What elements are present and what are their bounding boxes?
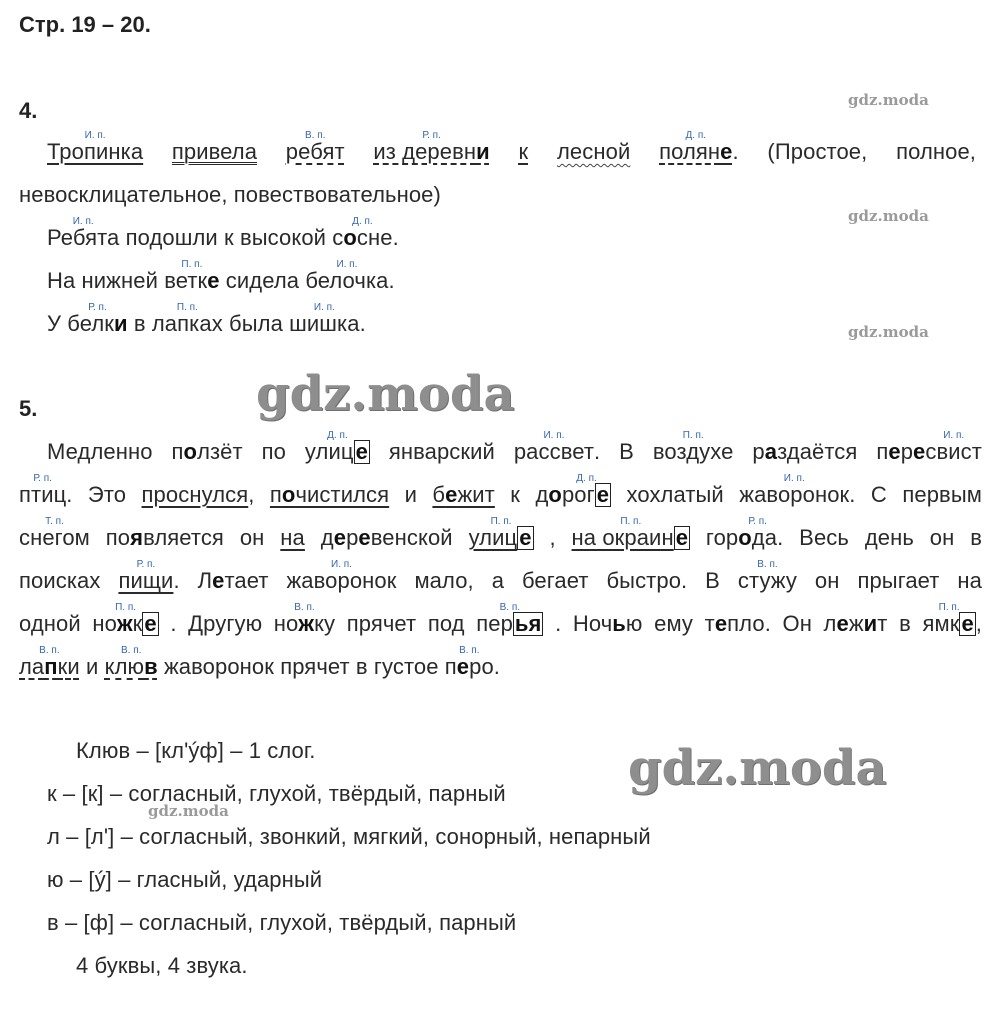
- text-fragment: подошли к высокой: [119, 225, 333, 250]
- boxed-ending: е: [355, 439, 368, 464]
- text-fragment: [513, 430, 595, 465]
- text-fragment: [652, 430, 734, 465]
- task-number: 4.: [19, 98, 38, 123]
- highlighted-letter: е: [720, 139, 733, 164]
- text-fragment: ю ему т: [625, 611, 715, 636]
- text-fragment: [19, 473, 67, 508]
- text-fragment: чистился: [295, 482, 390, 507]
- case-label: Д. п.: [685, 130, 707, 141]
- word-preposition: [519, 139, 529, 165]
- highlighted-letter: е: [913, 439, 926, 464]
- highlighted-letter: е: [207, 268, 220, 293]
- text-line: [19, 473, 982, 508]
- text-fragment: свист: [925, 439, 982, 464]
- text-fragment: д: [304, 525, 334, 550]
- case-label: И. п.: [336, 259, 358, 270]
- text-fragment: ку: [314, 611, 336, 636]
- text-fragment: [118, 559, 174, 594]
- text-fragment: [304, 430, 370, 465]
- text-fragment: полян: [659, 139, 721, 164]
- page-header: Стр. 19 – 20.: [19, 12, 151, 37]
- highlighted-letter: и: [863, 611, 878, 636]
- text-fragment: здаётся п: [777, 439, 889, 464]
- text-fragment: У: [47, 311, 68, 336]
- case-label: И. п.: [783, 473, 805, 484]
- text-line: [19, 516, 983, 551]
- text-fragment: лесной: [556, 139, 631, 164]
- text-fragment: ямк: [922, 611, 960, 636]
- highlighted-letter: ж: [298, 611, 315, 636]
- text-fragment: [738, 516, 778, 551]
- analysis-row: в – [ф] – согласный, глухой, твёрдый, парный: [47, 910, 517, 935]
- boxed-ending: е: [961, 611, 974, 636]
- word-object: [373, 130, 490, 165]
- text-fragment: снегом: [19, 525, 90, 550]
- text-fragment: [739, 473, 850, 508]
- text-fragment: [561, 473, 611, 508]
- highlighted-letter: в: [144, 654, 158, 679]
- text-fragment: и: [79, 654, 105, 679]
- text-line: [19, 559, 983, 594]
- text-fragment: к д: [494, 482, 549, 507]
- text-fragment: белочка: [305, 268, 389, 293]
- text-fragment: на: [280, 525, 305, 550]
- case-label: И. п.: [943, 430, 965, 441]
- text-fragment: .: [359, 311, 366, 336]
- text-fragment: .: [388, 268, 395, 293]
- case-label: П. п.: [620, 516, 642, 527]
- sentence-line: [47, 216, 399, 251]
- highlighted-letter: ж: [116, 611, 133, 636]
- text-fragment: сне: [356, 225, 393, 250]
- text-fragment: лзёт по: [197, 439, 305, 464]
- case-label: П. п.: [682, 430, 704, 441]
- text-fragment: стужу: [737, 568, 797, 593]
- text-line: [19, 602, 982, 637]
- text-fragment: птиц: [19, 482, 67, 507]
- case-label: И. п.: [84, 130, 106, 141]
- case-label: П. п.: [115, 602, 137, 613]
- text-fragment: поисках: [19, 568, 101, 593]
- analysis-row: л – [л'] – согласный, звонкий, мягкий, сонорный, непарный: [47, 824, 651, 849]
- text-fragment: ветк: [164, 268, 208, 293]
- case-label: В. п.: [294, 602, 315, 613]
- highlighted-letter: о: [281, 482, 296, 507]
- watermark-small: gdz.moda: [848, 207, 929, 225]
- text-fragment: . Ноч: [543, 611, 613, 636]
- text-fragment: ,: [533, 525, 572, 550]
- text-fragment: да: [751, 525, 778, 550]
- highlighted-letter: е: [212, 568, 225, 593]
- case-label: Р. п.: [748, 516, 767, 527]
- highlighted-letter: е: [836, 611, 849, 636]
- text-line: [19, 645, 501, 680]
- text-fragment: [104, 645, 158, 680]
- sentence-line: [47, 259, 395, 294]
- text-fragment: мало, а бегает быстро. В: [396, 568, 738, 593]
- highlighted-letter: е: [445, 482, 458, 507]
- text-fragment: т в: [877, 611, 923, 636]
- text-fragment: ,: [975, 611, 982, 636]
- text-fragment: была: [222, 311, 290, 336]
- text-fragment: ребят: [285, 139, 345, 164]
- highlighted-letter: а: [764, 439, 778, 464]
- case-label: Д. п.: [576, 473, 597, 484]
- text-fragment: жаворонок: [739, 482, 850, 507]
- task-number: 5.: [19, 396, 38, 421]
- case-label: В. п.: [305, 130, 326, 141]
- text-fragment: рассвет: [513, 439, 595, 464]
- text-fragment: . Л: [173, 568, 213, 593]
- text-fragment: Тропинка: [47, 139, 144, 164]
- text-fragment: он прыгает на: [796, 568, 983, 593]
- text-fragment: пищи: [118, 568, 174, 593]
- text-fragment: сидела: [219, 268, 306, 293]
- case-label: Р. п.: [136, 559, 156, 570]
- text-fragment: . Весь день он в: [777, 525, 983, 550]
- case-label: В. п.: [120, 645, 142, 656]
- case-label: П. п.: [490, 516, 512, 527]
- text-fragment: проснулся: [141, 482, 249, 507]
- text-line: [47, 430, 982, 465]
- highlighted-letter: и: [476, 139, 490, 164]
- watermark-small: gdz.moda: [848, 91, 929, 109]
- text-fragment: [468, 516, 534, 551]
- text-fragment: [151, 302, 223, 337]
- text-fragment: [273, 602, 336, 637]
- case-label: И. п.: [313, 302, 335, 313]
- watermark-small: gdz.moda: [148, 802, 229, 820]
- text-fragment: р: [346, 525, 359, 550]
- text-fragment: Ребята: [47, 225, 120, 250]
- case-label: Д. п.: [327, 430, 348, 441]
- text-fragment: .: [392, 225, 399, 250]
- word-object: [285, 130, 345, 165]
- text-fragment: [289, 302, 360, 337]
- word-attribute: [557, 139, 630, 165]
- text-fragment: воздухе: [652, 439, 734, 464]
- text-fragment: [286, 559, 397, 594]
- highlighted-letter: о: [548, 482, 562, 507]
- text-fragment: к: [132, 611, 143, 636]
- text-fragment: р: [733, 439, 765, 464]
- text-fragment: [922, 602, 975, 637]
- text-fragment: в: [127, 311, 152, 336]
- text-fragment: ,: [248, 482, 270, 507]
- case-label: Д. п.: [352, 216, 373, 227]
- text-fragment: привела: [171, 139, 258, 164]
- text-fragment: венской: [370, 525, 469, 550]
- highlighted-letter: о: [738, 525, 752, 550]
- case-label: П. п.: [181, 259, 203, 270]
- text-fragment: [19, 645, 80, 680]
- text-fragment: ро: [469, 654, 494, 679]
- text-fragment: ла: [19, 654, 45, 679]
- text-fragment: [47, 216, 120, 251]
- text-fragment: прячет под: [335, 611, 477, 636]
- analysis-row: к – [к] – согласный, глухой, твёрдый, парный: [47, 781, 506, 806]
- text-fragment: хохлатый: [611, 482, 740, 507]
- highlighted-letter: е: [456, 654, 470, 679]
- text-fragment: на окраин: [571, 525, 674, 550]
- case-label: В. п.: [499, 602, 521, 613]
- analysis-row: ю – [ý] – гласный, ударный: [47, 867, 323, 892]
- text-fragment: и: [389, 482, 433, 507]
- text-fragment: .: [493, 654, 501, 679]
- word-object: [659, 130, 733, 165]
- text-fragment: [925, 430, 982, 465]
- analysis-title: Клюв – [кл'ýф] – 1 слог.: [76, 738, 316, 763]
- text-fragment: улиц: [468, 525, 518, 550]
- text-fragment: На нижней: [47, 268, 165, 293]
- text-fragment: тает: [224, 568, 287, 593]
- text-fragment: [270, 482, 389, 507]
- text-fragment: улиц: [304, 439, 354, 464]
- case-label: П. п.: [176, 302, 198, 313]
- text-fragment: ки: [57, 654, 80, 679]
- text-fragment: [476, 602, 543, 637]
- text-fragment: [164, 259, 220, 294]
- text-fragment: Медленно п: [47, 439, 184, 464]
- text-fragment: одной: [19, 611, 93, 636]
- text-fragment: клю: [104, 654, 145, 679]
- sentence-line: [47, 130, 977, 165]
- text-fragment: . (Простое, полное,: [732, 139, 977, 164]
- case-label: Т. п.: [45, 516, 64, 527]
- boxed-ending: ья: [514, 611, 542, 636]
- highlighted-letter: и: [114, 311, 128, 336]
- highlighted-letter: е: [333, 525, 347, 550]
- text-fragment: [305, 259, 389, 294]
- text-fragment: вляется он: [143, 525, 281, 550]
- case-label: В. п.: [757, 559, 778, 570]
- text-fragment: гор: [690, 525, 739, 550]
- text-fragment: пло. Он л: [727, 611, 837, 636]
- sentence-line: [47, 302, 366, 337]
- text-fragment: [432, 482, 494, 507]
- text-fragment: . В: [594, 439, 653, 464]
- case-label: Р. п.: [422, 130, 441, 141]
- text-fragment: [444, 645, 494, 680]
- text-fragment: [100, 568, 118, 593]
- text-fragment: [571, 516, 691, 551]
- text-fragment: январский: [369, 439, 514, 464]
- text-fragment: . Другую: [158, 611, 274, 636]
- boxed-ending: е: [144, 611, 157, 636]
- case-label: Р. п.: [33, 473, 52, 484]
- text-fragment: жит: [457, 482, 495, 507]
- text-fragment: белк: [67, 311, 115, 336]
- case-label: Р. п.: [88, 302, 107, 313]
- highlighted-letter: о: [183, 439, 198, 464]
- text-fragment: [92, 602, 158, 637]
- text-fragment: [332, 216, 393, 251]
- analysis-summary: 4 буквы, 4 звука.: [76, 953, 248, 978]
- case-label: В. п.: [39, 645, 60, 656]
- text-fragment: к: [518, 139, 529, 164]
- word-subject: [47, 130, 144, 165]
- text-fragment: лапках: [151, 311, 223, 336]
- text-fragment: пер: [476, 611, 513, 636]
- highlighted-letter: я: [130, 525, 144, 550]
- highlighted-letter: п: [44, 654, 58, 679]
- text-fragment: шишка: [289, 311, 360, 336]
- watermark-large: gdz.moda: [256, 366, 515, 422]
- watermark-small: gdz.moda: [848, 323, 929, 341]
- text-fragment: п: [269, 482, 282, 507]
- boxed-ending: е: [675, 525, 689, 550]
- text-fragment: . С первым: [849, 482, 982, 507]
- highlighted-letter: е: [714, 611, 728, 636]
- text-fragment: по: [89, 525, 131, 550]
- text-fragment: но: [273, 611, 299, 636]
- text-fragment: п: [444, 654, 457, 679]
- highlighted-letter: е: [888, 439, 901, 464]
- watermark-large: gdz.moda: [628, 740, 887, 796]
- boxed-ending: е: [519, 525, 532, 550]
- text-fragment: [67, 302, 128, 337]
- text-fragment: с: [332, 225, 344, 250]
- case-label: И. п.: [72, 216, 94, 227]
- text-fragment: б: [432, 482, 446, 507]
- text-fragment: из деревн: [373, 139, 477, 164]
- highlighted-letter: ь: [612, 611, 626, 636]
- text-fragment: [19, 516, 90, 551]
- text-fragment: жаворонок прячет в густое: [157, 654, 445, 679]
- text-fragment: ж: [848, 611, 864, 636]
- text-fragment: . Это: [66, 482, 142, 507]
- text-fragment: рог: [561, 482, 595, 507]
- case-label: И. п.: [331, 559, 352, 570]
- sentence-line: невосклицательное, повествовательное): [19, 182, 441, 207]
- case-label: В. п.: [459, 645, 480, 656]
- text-fragment: р: [900, 439, 914, 464]
- case-label: П. п.: [938, 602, 960, 613]
- highlighted-letter: о: [343, 225, 357, 250]
- text-fragment: но: [92, 611, 117, 636]
- word-predicate: [172, 139, 257, 165]
- boxed-ending: е: [596, 482, 610, 507]
- case-label: И. п.: [543, 430, 565, 441]
- text-fragment: [737, 559, 797, 594]
- text-fragment: жаворонок: [286, 568, 397, 593]
- highlighted-letter: е: [358, 525, 371, 550]
